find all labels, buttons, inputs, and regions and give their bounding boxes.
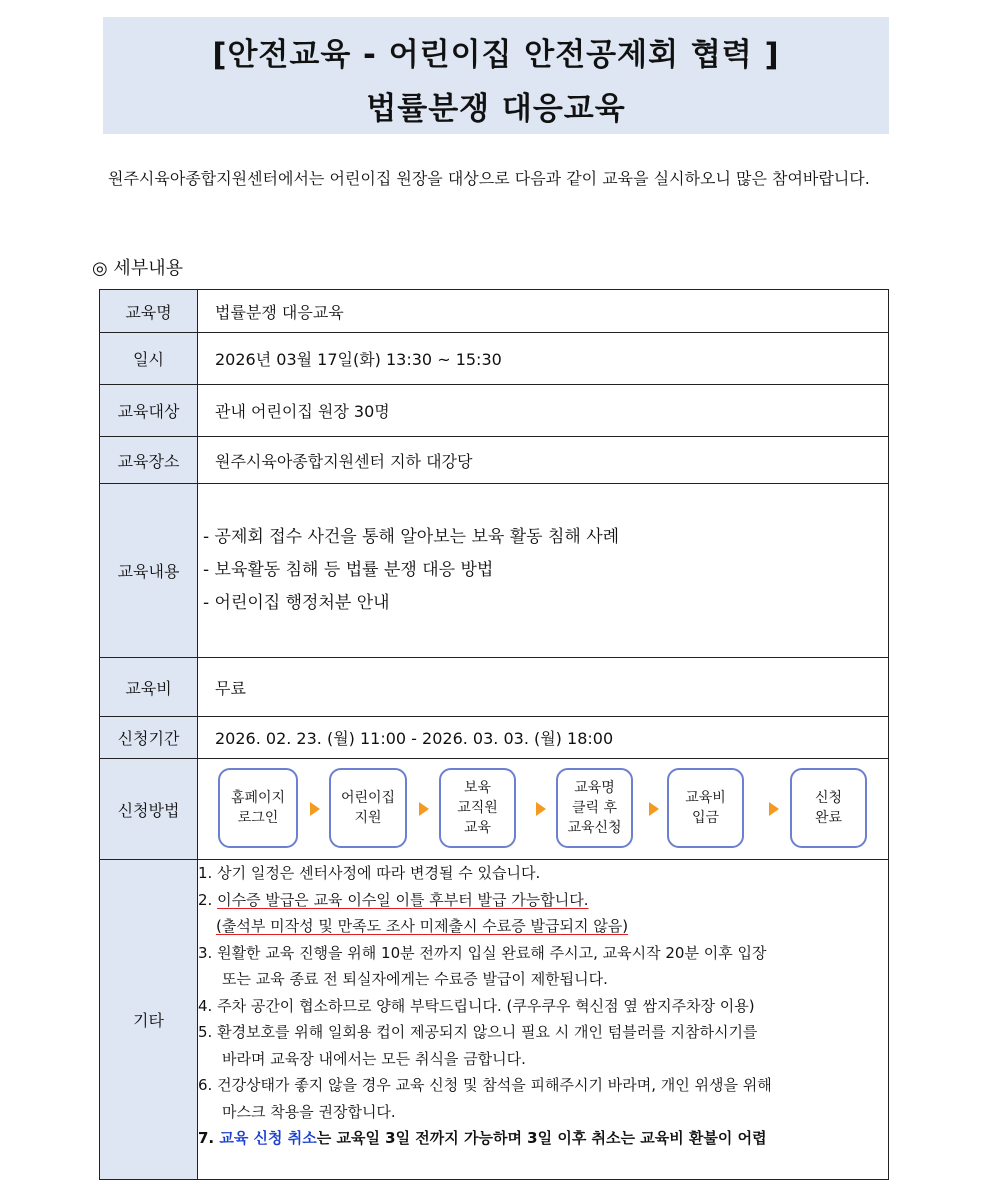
value-misc <box>198 860 889 1180</box>
misc-line-2 <box>198 887 888 914</box>
step-course-apply: 교육명 클릭 후 교육신청 <box>556 768 633 848</box>
step-daycare-support: 어린이집 지원 <box>329 768 407 848</box>
arrow-right-icon <box>310 802 320 816</box>
content-item-1: - 공제회 접수 사건을 통해 알아보는 보육 활동 침해 사례 <box>203 527 620 547</box>
label-fee: 교육비 <box>100 658 198 717</box>
table-row-content <box>100 484 889 658</box>
misc-line-7 <box>198 1125 888 1152</box>
content-item-3: - 어린이집 행정처분 안내 <box>203 593 390 613</box>
misc-line-5b: 바라며 교육장 내에서는 모든 취식을 금합니다. <box>222 1049 526 1068</box>
misc-line-4: 4. 주차 공간이 협소하므로 양해 부탁드립니다. (쿠우쿠우 혁신점 옆 쌈지주차장 이용) <box>198 996 755 1015</box>
content-list <box>198 521 888 620</box>
step-homepage-login: 홈페이지 로그인 <box>218 768 298 848</box>
title-line-1: [안전교육 - 어린이집 안전공제회 협력 ] <box>212 37 780 73</box>
table-row-name <box>100 290 889 333</box>
value-content <box>198 484 889 658</box>
table-row-fee <box>100 658 889 717</box>
content-item-2: - 보육활동 침해 등 법률 분쟁 대응 방법 <box>203 560 494 580</box>
value-fee: 무료 <box>198 658 889 717</box>
detail-table <box>99 289 889 1180</box>
label-target: 교육대상 <box>100 385 198 437</box>
misc-line-5: 5. 환경보호를 위해 일회용 컵이 제공되지 않으니 필요 시 개인 텀블러를 지참하시기를 <box>198 1023 758 1041</box>
misc-line-2-num: 2. <box>198 890 218 909</box>
misc-line-6: 6. 건강상태가 좋지 않을 경우 교육 신청 및 참석을 피해주시기 바라며, 개인 위생을 위해 <box>198 1076 772 1094</box>
section-title: ◎ 세부내용 <box>92 258 183 279</box>
misc-line-7-num: 7. <box>198 1129 220 1147</box>
label-content: 교육내용 <box>100 484 198 658</box>
arrow-right-icon <box>769 802 779 816</box>
misc-line-3b: 또는 교육 종료 전 퇴실자에게는 수료증 발급이 제한됩니다. <box>222 970 608 988</box>
intro-text: 원주시육아종합지원센터에서는 어린이집 원장을 대상으로 다음과 같이 교육을 실시하오니 많은 참여바랍니다. <box>108 169 870 188</box>
table-row-datetime <box>100 333 889 385</box>
value-place: 원주시육아종합지원센터 지하 대강당 <box>198 437 889 484</box>
arrow-right-icon <box>649 802 659 816</box>
value-target: 관내 어린이집 원장 30명 <box>198 385 889 437</box>
table-row-period <box>100 717 889 759</box>
misc-line-2b <box>198 913 888 940</box>
label-place: 교육장소 <box>100 437 198 484</box>
arrow-right-icon <box>419 802 429 816</box>
step-fee-payment: 교육비 입금 <box>667 768 744 848</box>
title-box <box>103 17 889 134</box>
label-datetime: 일시 <box>100 333 198 385</box>
label-misc: 기타 <box>100 860 198 1180</box>
label-period: 신청기간 <box>100 717 198 759</box>
table-row-misc <box>100 860 889 1180</box>
misc-line-1: 1. 상기 일정은 센터사정에 따라 변경될 수 있습니다. <box>198 864 541 882</box>
label-method: 신청방법 <box>100 759 198 860</box>
arrow-right-icon <box>536 802 546 816</box>
misc-line-6b: 마스크 착용을 권장합니다. <box>222 1102 396 1121</box>
application-flow <box>198 759 888 859</box>
misc-line-7-text: 는 교육일 3일 전까지 가능하며 3일 이후 취소는 교육비 환불이 어렵 <box>316 1129 767 1147</box>
value-datetime: 2026년 03월 17일(화) 13:30 ~ 15:30 <box>198 333 889 385</box>
table-row-place <box>100 437 889 484</box>
title-line-2: 법률분쟁 대응교육 <box>366 91 626 127</box>
misc-line-3: 3. 원활한 교육 진행을 위해 10분 전까지 입실 완료해 주시고, 교육시작 20분 이후 입장 <box>198 943 767 962</box>
table-row-target <box>100 385 889 437</box>
table-row-method <box>100 759 889 860</box>
misc-line-2-text: 이수증 발급은 교육 이수일 이틀 후부터 발급 가능합니다. <box>217 890 589 909</box>
label-name: 교육명 <box>100 290 198 333</box>
value-period: 2026. 02. 23. (월) 11:00 - 2026. 03. 03. (월) 18:00 <box>198 717 889 759</box>
step-complete: 신청 완료 <box>790 768 867 848</box>
misc-line-2b-text: (출석부 미작성 및 만족도 조사 미제출시 수료증 발급되지 않음) <box>216 917 629 935</box>
value-name: 법률분쟁 대응교육 <box>198 290 889 333</box>
step-staff-education: 보육 교직원 교육 <box>439 768 516 848</box>
misc-line-7-highlight: 교육 신청 취소 <box>219 1129 317 1147</box>
value-method <box>198 759 889 860</box>
